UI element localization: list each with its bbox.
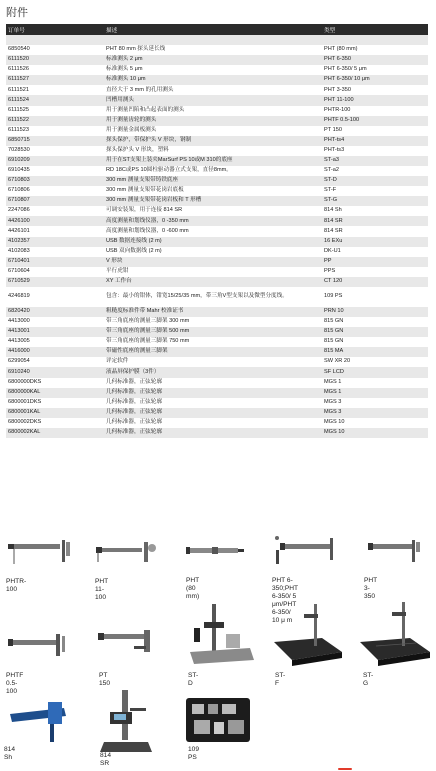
order-number-cell: 6710806: [8, 187, 30, 194]
order-number-cell: 6111527: [8, 76, 29, 83]
table-row: [6, 216, 428, 226]
order-number-cell: 6710604: [8, 267, 30, 274]
type-cell: 814 SR: [324, 217, 343, 224]
type-cell: PHT 6-350/ 10 μm: [324, 76, 370, 83]
type-cell: MGS 1: [324, 378, 342, 385]
order-number-cell: 6710529: [8, 277, 30, 284]
description-cell: 高度测量和划线仪器，0 -350 mm: [106, 217, 189, 224]
type-cell: PPS: [324, 267, 336, 274]
description-cell: RD 18C或PS 10圆柱驱动器立式支架，直径8mm。: [106, 167, 232, 174]
table-row: [6, 116, 428, 126]
description-cell: USB 双向数据线 (2 m): [106, 247, 162, 254]
description-cell: V 形块: [106, 257, 123, 264]
order-number-cell: 6800002DKS: [8, 418, 42, 425]
caption-st-f: ST-F: [275, 672, 286, 687]
order-number-cell: 6111525: [8, 106, 29, 113]
order-number-cell: 6111526: [8, 66, 29, 73]
order-number-cell: 6820420: [8, 308, 30, 315]
order-number-cell: 6111523: [8, 126, 29, 133]
type-cell: 109 PS: [324, 293, 343, 300]
type-cell: SW XR 20: [324, 358, 351, 365]
order-number-cell: 6299054: [8, 358, 30, 365]
type-cell: PRN 10: [324, 308, 344, 315]
type-cell: SF LCD: [324, 368, 344, 375]
table-row: [6, 156, 428, 166]
description-cell: 带三角底座的测量三脚架 300 mm: [106, 318, 190, 325]
type-cell: ST-a3: [324, 157, 339, 164]
order-number-cell: 4413001: [8, 328, 30, 335]
table-row: [6, 257, 428, 267]
caption-st-g: ST-G: [363, 672, 374, 687]
table-row: [6, 398, 428, 408]
description-cell: 标准测头 10 μm: [106, 76, 146, 83]
description-cell: 包含：最小的钳体，钳宽15/25/35 mm，带三角V型支架以及微型分度线。: [106, 293, 288, 300]
type-cell: MGS 3: [324, 408, 342, 415]
pht-3-350-image: [362, 534, 426, 574]
type-cell: 815 GN: [324, 328, 344, 335]
table-row: [6, 307, 428, 317]
table-row: [6, 196, 428, 206]
type-cell: 814 Sh: [324, 207, 342, 214]
order-number-cell: 6850715: [8, 136, 30, 143]
description-cell: 用于测量金属板测头: [106, 126, 157, 133]
description-cell: 带磁性底座的测量三脚架: [106, 348, 168, 355]
type-cell: PHT-ts3: [324, 146, 345, 153]
table-row: [6, 317, 428, 327]
type-cell: PHT-ts4: [324, 136, 345, 143]
type-cell: PHT 6-350: [324, 56, 351, 63]
header-description: 描述: [106, 27, 118, 34]
order-number-cell: 2247086: [8, 207, 30, 214]
description-cell: 几何标准器，正弦轮廓: [106, 398, 162, 405]
order-number-cell: 6850540: [8, 46, 30, 53]
type-cell: 815 GN: [324, 318, 344, 325]
type-cell: 16 EXu: [324, 237, 343, 244]
order-number-cell: 6800001DKS: [8, 398, 42, 405]
order-number-cell: 4102083: [8, 247, 30, 254]
caption-pht-6-350: PHT 6-350;PHT 6-350/ 5 μm/PHT 6-350/ 10 μ m: [272, 577, 299, 624]
table-row: [6, 75, 428, 85]
109-ps-image: [184, 694, 252, 744]
type-cell: MGS 1: [324, 388, 342, 395]
order-number-cell: 6710803: [8, 177, 30, 184]
type-cell: PHT 11-100: [324, 96, 354, 103]
order-number-cell: 6111524: [8, 96, 29, 103]
caption-814-sr: 814 SR: [100, 752, 112, 767]
type-cell: PT 150: [324, 126, 342, 133]
pht-6-350-image: [272, 532, 342, 574]
type-cell: PHTF 0.5-100: [324, 116, 360, 123]
order-number-cell: 6710807: [8, 197, 30, 204]
description-cell: 粗糙度标准件带 Mahr 校准证书: [106, 308, 184, 315]
description-cell: 几何标准器，正弦轮廓: [106, 418, 162, 425]
caption-phtf-0-5-100: PHTF 0.5-100: [6, 672, 24, 695]
table-row: [6, 347, 428, 357]
type-cell: ST-F: [324, 187, 337, 194]
table-row: [6, 35, 428, 45]
type-cell: CT 120: [324, 277, 343, 284]
page-title: 附件: [6, 7, 28, 19]
pht-80mm-image: [182, 540, 252, 562]
table-row: [6, 85, 428, 95]
table-row: [6, 337, 428, 347]
order-number-cell: 6800001KAL: [8, 408, 41, 415]
order-number-cell: 7028530: [8, 146, 30, 153]
order-number-cell: 6910435: [8, 167, 30, 174]
table-row: [6, 267, 428, 277]
type-cell: PHT 6-350/ 5 μm: [324, 66, 367, 73]
table-row: [6, 277, 428, 287]
table-row: [6, 176, 428, 186]
table-row: [6, 408, 428, 418]
table-row: [6, 388, 428, 398]
pht-11-100-image: [92, 538, 162, 574]
order-number-cell: 6800000KAL: [8, 388, 41, 395]
description-cell: 用于在ST支架上装夹MarSurf PS 10或M 310的底座: [106, 157, 233, 164]
caption-814-sh: 814 Sh: [4, 746, 16, 761]
type-cell: 815 GN: [324, 338, 344, 345]
table-row: [6, 65, 428, 75]
table-row: [6, 45, 428, 55]
order-number-cell: 6910240: [8, 368, 30, 375]
st-g-image: [356, 598, 432, 668]
st-d-image: [184, 600, 256, 668]
order-number-cell: 6800002KAL: [8, 429, 41, 435]
table-row: [6, 166, 428, 176]
description-cell: 带三角底座的测量三脚架 750 mm: [106, 338, 190, 345]
caption-109-ps: 109 PS: [188, 746, 200, 761]
type-cell: PHTR-100: [324, 106, 351, 113]
caption-pht-11-100: PHT 11-100: [95, 578, 109, 601]
description-cell: 评定软件: [106, 358, 129, 365]
description-cell: 用于测量齿轮的测头: [106, 116, 157, 123]
description-cell: 高度测量和划线仪器，0 -600 mm: [106, 227, 189, 234]
type-cell: MGS 10: [324, 429, 345, 435]
type-cell: MGS 3: [324, 398, 342, 405]
phtr-100-image: [4, 536, 74, 576]
order-number-cell: 6111520: [8, 56, 29, 63]
table-row: [6, 367, 428, 377]
table-row: [6, 55, 428, 65]
order-number-cell: 6910209: [8, 157, 30, 164]
description-cell: 带三角底座的测量三脚架 500 mm: [106, 328, 190, 335]
table-row: [6, 106, 428, 116]
st-f-image: [270, 600, 346, 668]
order-number-cell: 4413000: [8, 318, 30, 325]
order-number-cell: 4413005: [8, 338, 30, 345]
description-cell: 300 mm 测量支架带花岗岩板和 T 形槽: [106, 197, 202, 204]
table-row: [6, 186, 428, 196]
type-cell: DK-U1: [324, 247, 341, 254]
description-cell: 几何标准器，正弦轮廓: [106, 408, 162, 415]
caption-pht-3-350: PHT 3-350: [364, 577, 378, 600]
order-number-cell: [6, 35, 104, 45]
description-cell: 平行虎钳: [106, 267, 129, 274]
type-cell: 815 MA: [324, 348, 344, 355]
table-row: [6, 206, 428, 216]
description-cell: [104, 35, 322, 45]
order-number-cell: 4426100: [8, 217, 30, 224]
table-row: [6, 287, 428, 307]
table-row: [6, 126, 428, 136]
table-header: [6, 24, 428, 35]
description-cell: 几何标准器，正弦轮廓: [106, 429, 162, 435]
type-cell: PHT (80 mm): [324, 46, 358, 53]
order-number-cell: 6111522: [8, 116, 29, 123]
814-sr-image: [96, 688, 156, 754]
type-cell: [322, 35, 428, 45]
brand-accent-mark: [338, 768, 352, 770]
type-cell: ST-G: [324, 197, 338, 204]
description-cell: 探头保护，带保护头 V 形块，钢制: [106, 136, 192, 143]
table-row: [6, 237, 428, 247]
description-cell: USB 数据连接线 (2 m): [106, 237, 162, 244]
table-row: [6, 146, 428, 156]
type-cell: 814 SR: [324, 227, 343, 234]
description-cell: 几何标准器，正弦轮廓: [106, 378, 162, 385]
order-number-cell: 4102357: [8, 237, 30, 244]
description-cell: 300 mm 测量支架带花岗岩底板: [106, 187, 184, 194]
caption-pht-80mm: PHT (80 mm): [186, 577, 200, 600]
order-number-cell: 6800000DKS: [8, 378, 42, 385]
table-row: [6, 247, 428, 257]
type-cell: ST-D: [324, 177, 337, 184]
order-number-cell: 4426101: [8, 227, 30, 234]
header-type: 类型: [324, 27, 336, 34]
description-cell: 标准测头 5 μm: [106, 66, 143, 73]
description-cell: 用于测量凹陷和凸起表面的测头: [106, 106, 185, 113]
phtf-0-5-100-image: [4, 626, 74, 666]
table-row: [6, 418, 428, 428]
table-row: [6, 136, 428, 146]
type-cell: PP: [324, 257, 332, 264]
order-number-cell: 6111521: [8, 86, 29, 93]
order-number-cell: 4246819: [8, 293, 30, 300]
description-cell: 可调安装架，用于连接 814 SR: [106, 207, 183, 214]
description-cell: 探头保护头 V 形块，塑料: [106, 146, 169, 153]
description-cell: 300 mm 测量支架带铸铁底座: [106, 177, 179, 184]
table-row: [6, 327, 428, 337]
accessories-table: [6, 24, 428, 438]
caption-st-d: ST-D: [188, 672, 199, 687]
description-cell: 直径大于 3 mm 的孔用测头: [106, 86, 174, 93]
order-number-cell: 6710401: [8, 257, 30, 264]
type-cell: PHT 3-350: [324, 86, 351, 93]
description-cell: 凹槽用测头: [106, 96, 134, 103]
description-cell: PHT 80 mm 探头延长线: [106, 46, 166, 53]
type-cell: ST-a2: [324, 167, 339, 174]
814-sh-image: [4, 700, 74, 744]
description-cell: 标准测头 2 μm: [106, 56, 143, 63]
table-row: [6, 378, 428, 388]
order-number-cell: 4416000: [8, 348, 30, 355]
pt-150-image: [94, 624, 164, 664]
description-cell: 几何标准器，正弦轮廓: [106, 388, 162, 395]
table-row: [6, 226, 428, 236]
table-row: [6, 95, 428, 105]
table-row: [6, 428, 428, 438]
description-cell: 液晶屏保护膜（3件）: [106, 368, 160, 375]
description-cell: XY 工作台: [106, 277, 132, 284]
caption-phtr-100: PHTR-100: [6, 578, 27, 593]
caption-pt-150: PT 150: [99, 672, 111, 687]
type-cell: MGS 10: [324, 418, 345, 425]
header-order-no: 订单号: [8, 27, 25, 34]
table-row: [6, 357, 428, 367]
